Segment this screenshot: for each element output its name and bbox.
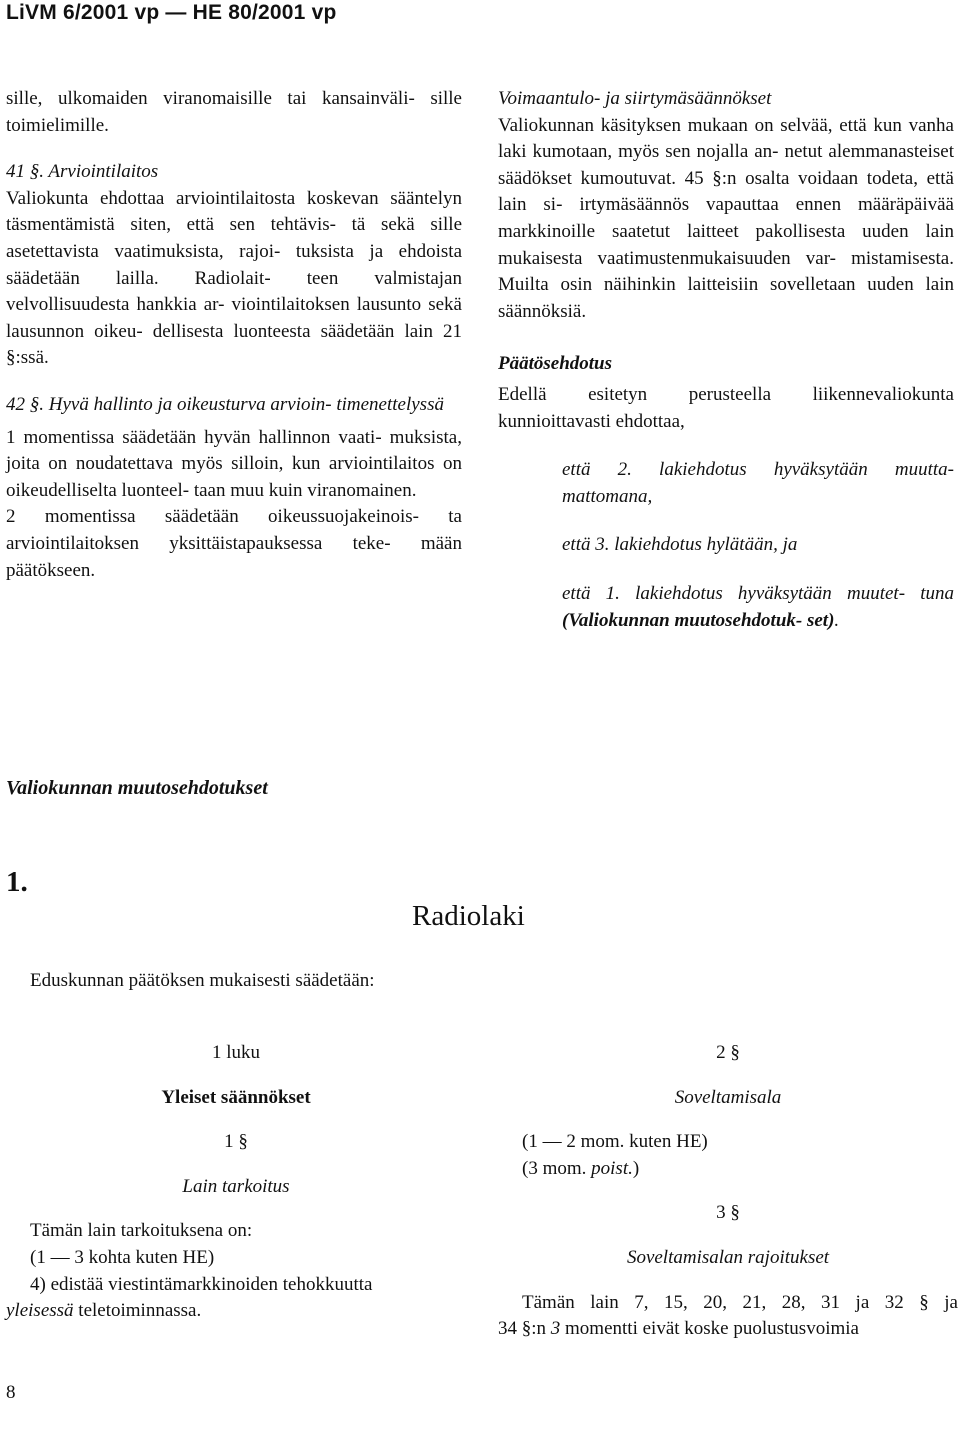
decision-proposal-text: Edellä esitetyn perusteella liikennevaliokunta kunnioittavasti ehdottaa, bbox=[498, 383, 954, 432]
section-2-number: 2 § bbox=[716, 1042, 740, 1063]
proposal-item-3 bbox=[562, 581, 954, 634]
proposal-item-3-end: . bbox=[834, 609, 840, 631]
transition-provisions-heading: Voimaantulo- ja siirtymäsäännökset bbox=[498, 88, 772, 109]
section-3-line-2-emphasis: 3 bbox=[550, 1318, 561, 1340]
proposal-item-3-text: että 1. lakiehdotus hyväksytään muutet- tuna bbox=[562, 582, 954, 604]
section-3-line-2 bbox=[498, 1316, 958, 1343]
section-3-title: Soveltamisalan rajoitukset bbox=[626, 1246, 830, 1268]
proposal-item-3-reference: (Valiokunnan muutosehdotuk- set) bbox=[562, 609, 835, 631]
section-41-text: Valiokunta ehdottaa arviointilaitosta koskevan sääntelyn täsmentämistä siten, että sen tehtävis- tä sekä sille asetettavista vaatimuksista, rajoi- tuksista ja ehdoista säädetään lailla. Radiolait- teen valmistajan velvollisuudesta hankkia ar- viointilaitoksen lausunto sekä lausunnon oikeu- dellisesta luonteesta säädetään lain 21 §:ssä. bbox=[6, 187, 462, 369]
section-2-line-2-end: ) bbox=[632, 1157, 640, 1179]
proposal-item-2: että 3. lakiehdotus hylätään, ja bbox=[562, 534, 798, 556]
proposal-item-1: että 2. lakiehdotus hyväksytään muutta- mattomana, bbox=[562, 459, 954, 507]
section-2-line-2-start: (3 mom. bbox=[522, 1157, 592, 1179]
section-42-paragraph-2: 2 momentissa säädetään oikeussuojakeinois- ta arviointilaitoksen yksittäistapauksessa teke- mään päätökseen. bbox=[6, 506, 462, 581]
section-1-number: 1 § bbox=[224, 1131, 248, 1153]
amendments-heading: Valiokunnan muutosehdotukset bbox=[6, 777, 268, 799]
section-1-title: Lain tarkoitus bbox=[182, 1175, 290, 1197]
enactment-clause: Eduskunnan päätöksen mukaisesti säädetään: bbox=[30, 970, 375, 991]
section-42-heading: 42 §. Hyvä hallinto ja oikeusturva arvioin- timenettelyssä bbox=[6, 393, 444, 415]
section-1-intro: Tämän lain tarkoituksena on: bbox=[30, 1220, 253, 1242]
page-number: 8 bbox=[6, 1382, 16, 1403]
law-right-column bbox=[498, 1040, 958, 1343]
section-1-line-2: (1 — 3 kohta kuten HE) bbox=[30, 1246, 215, 1268]
section-41-heading: 41 §. Arviointilaitos bbox=[6, 161, 159, 183]
law-title: Radiolaki bbox=[412, 900, 525, 932]
section-2-title: Soveltamisala bbox=[674, 1086, 782, 1108]
right-column bbox=[498, 86, 954, 634]
page-header: LiVM 6/2001 vp — HE 80/2001 vp bbox=[6, 1, 337, 24]
decision-proposal-heading: Päätösehdotus bbox=[498, 353, 613, 375]
section-2-line-2 bbox=[498, 1156, 958, 1183]
section-3-line-1: Tämän lain 7, 15, 20, 21, 28, 31 ja 32 § ja bbox=[522, 1291, 958, 1313]
law-left-column bbox=[6, 1040, 466, 1325]
section-3-number: 3 § bbox=[716, 1202, 740, 1224]
section-1-line-4-rest: teletoiminnassa. bbox=[73, 1300, 202, 1322]
paragraph-continuation: sille, ulkomaiden viranomaisille tai kansainväli- sille toimielimille. bbox=[6, 88, 462, 136]
section-3-line-2-end: momentti eivät koske puolustusvoimia bbox=[560, 1318, 859, 1340]
section-3-line-2-start: 34 §:n bbox=[498, 1318, 551, 1340]
transition-provisions-text: Valiokunnan käsityksen mukaan on selvää, että kun vanha laki kumotaan, myös sen nojalla an- netut alemmanasteiset säädökset kumoutuvat. 45 §:n osalta voidaan todeta, että lain si- irtymäsäännös vapauttaa ennen määräpäivää markkinoille saatetut laitteet pakollisesta uuden lain mukaisesta vaatimustenmukaisuuden var- mistamisesta. Muilta osin näihinkin laitteisiin sovelletaan uuden lain säännöksiä. bbox=[498, 114, 954, 322]
section-42-paragraph-1: 1 momentissa säädetään hyvän hallinnon vaati- muksista, joita on noudatettava myös silloin, kun arviointilaitos on oikeudelliselta luonteel- taan muu kuin viranomainen. bbox=[6, 426, 462, 501]
section-1-emphasis: yleisessä bbox=[6, 1300, 74, 1322]
section-1-line-4 bbox=[6, 1298, 466, 1325]
left-column bbox=[6, 86, 462, 584]
section-2-line-2-emphasis: poist. bbox=[591, 1157, 633, 1179]
chapter-title: Yleiset säännökset bbox=[161, 1086, 311, 1108]
section-2-line-1: (1 — 2 mom. kuten HE) bbox=[522, 1131, 708, 1153]
chapter-number: 1 luku bbox=[211, 1042, 261, 1063]
amendment-number: 1. bbox=[6, 866, 28, 898]
section-1-line-3: 4) edistää viestintämarkkinoiden tehokkuutta bbox=[30, 1273, 373, 1295]
